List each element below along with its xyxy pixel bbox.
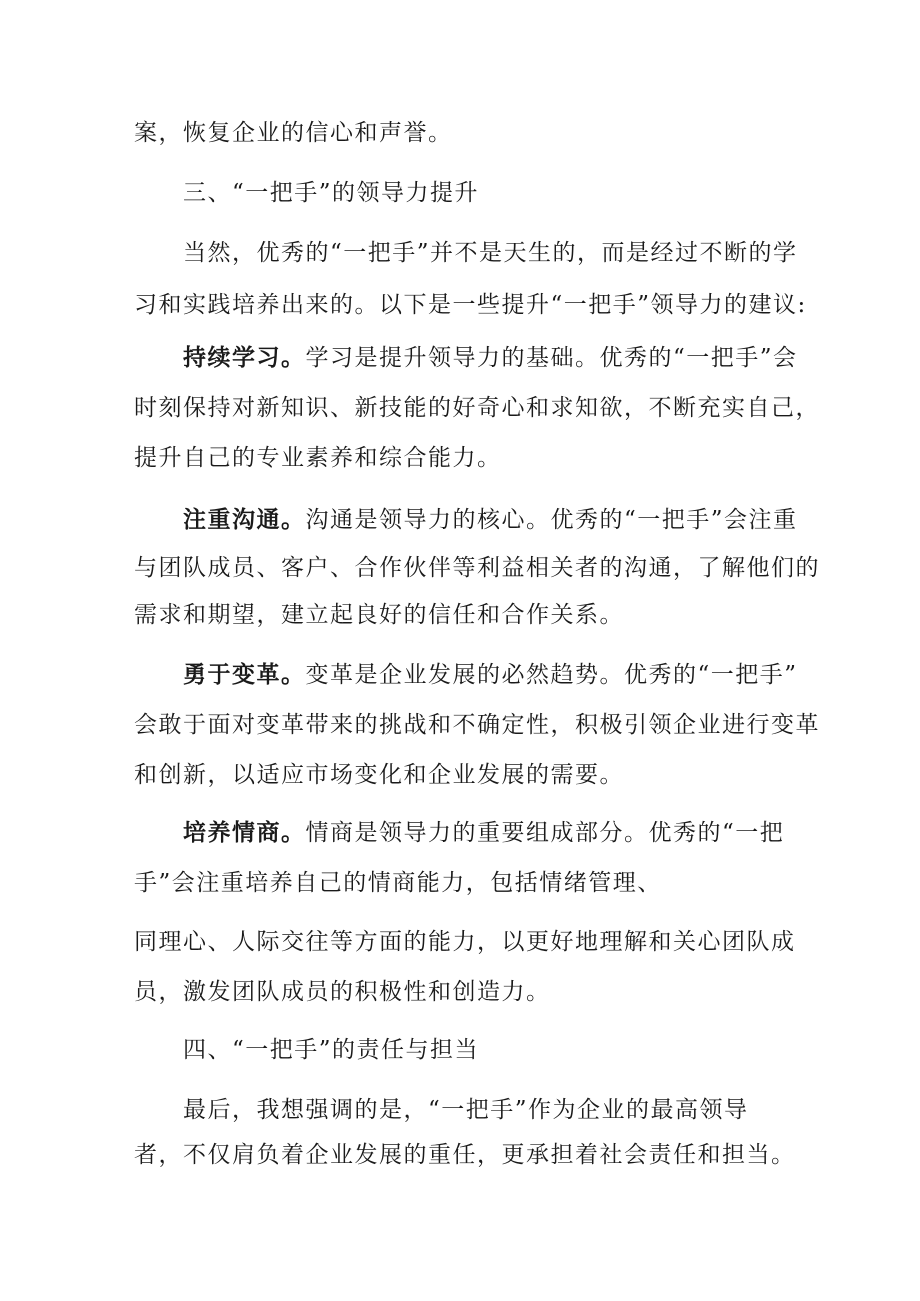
text-run: 沟通是领导力的核心。优秀的“一把手”会注重	[305, 507, 798, 533]
text-line: 和创新，以适应市场变化和企业发展的需要。	[134, 762, 624, 788]
text-run: 情商是领导力的重要组成部分。优秀的“一把	[305, 820, 785, 846]
text-line: 手”会注重培养自己的情商能力，包括情绪管理、	[134, 870, 662, 896]
text-line: 需求和期望，建立起良好的信任和合作关系。	[134, 602, 624, 628]
text-line: 案，恢复企业的信心和声誉。	[134, 120, 453, 146]
text-line: 员，激发团队成员的积极性和创造力。	[134, 979, 551, 1005]
bold-lead: 培养情商。	[183, 819, 306, 846]
paragraph-line	[183, 818, 784, 848]
text-line: 者，不仅肩负着企业发展的重任，更承担着社会责任和担当。	[134, 1142, 796, 1168]
text-run: 变革是企业发展的必然趋势。优秀的“一把手”	[305, 662, 798, 688]
text-line: 习和实践培养出来的。以下是一些提升“一把手”领导力的建议:	[134, 292, 807, 318]
paragraph-line	[183, 660, 798, 690]
text-line: 时刻保持对新知识、新技能的好奇心和求知欲，不断充实自己，	[134, 395, 820, 421]
bold-lead: 勇于变革。	[183, 661, 306, 688]
bold-lead: 持续学习。	[183, 344, 306, 371]
bold-lead: 注重沟通。	[183, 506, 306, 533]
text-line: 与团队成员、客户、合作伙伴等利益相关者的沟通，了解他们的	[134, 555, 820, 581]
section-heading: 三、“一把手”的领导力提升	[183, 180, 480, 206]
text-line: 会敢于面对变革带来的挑战和不确定性，积极引领企业进行变革	[134, 712, 820, 738]
section-heading: 四、“一把手”的责任与担当	[183, 1037, 480, 1063]
text-line: 最后，我想强调的是，“一把手”作为企业的最高领导	[183, 1097, 749, 1123]
text-line: 同理心、人际交往等方面的能力，以更好地理解和关心团队成	[134, 929, 796, 955]
paragraph-line	[183, 505, 798, 535]
text-run: 学习是提升领导力的基础。优秀的“一把手”会	[305, 345, 798, 371]
text-line: 当然，优秀的“一把手”并不是天生的，而是经过不断的学	[183, 240, 798, 266]
text-line: 提升自己的专业素养和综合能力。	[134, 445, 502, 471]
paragraph-line	[183, 343, 798, 373]
